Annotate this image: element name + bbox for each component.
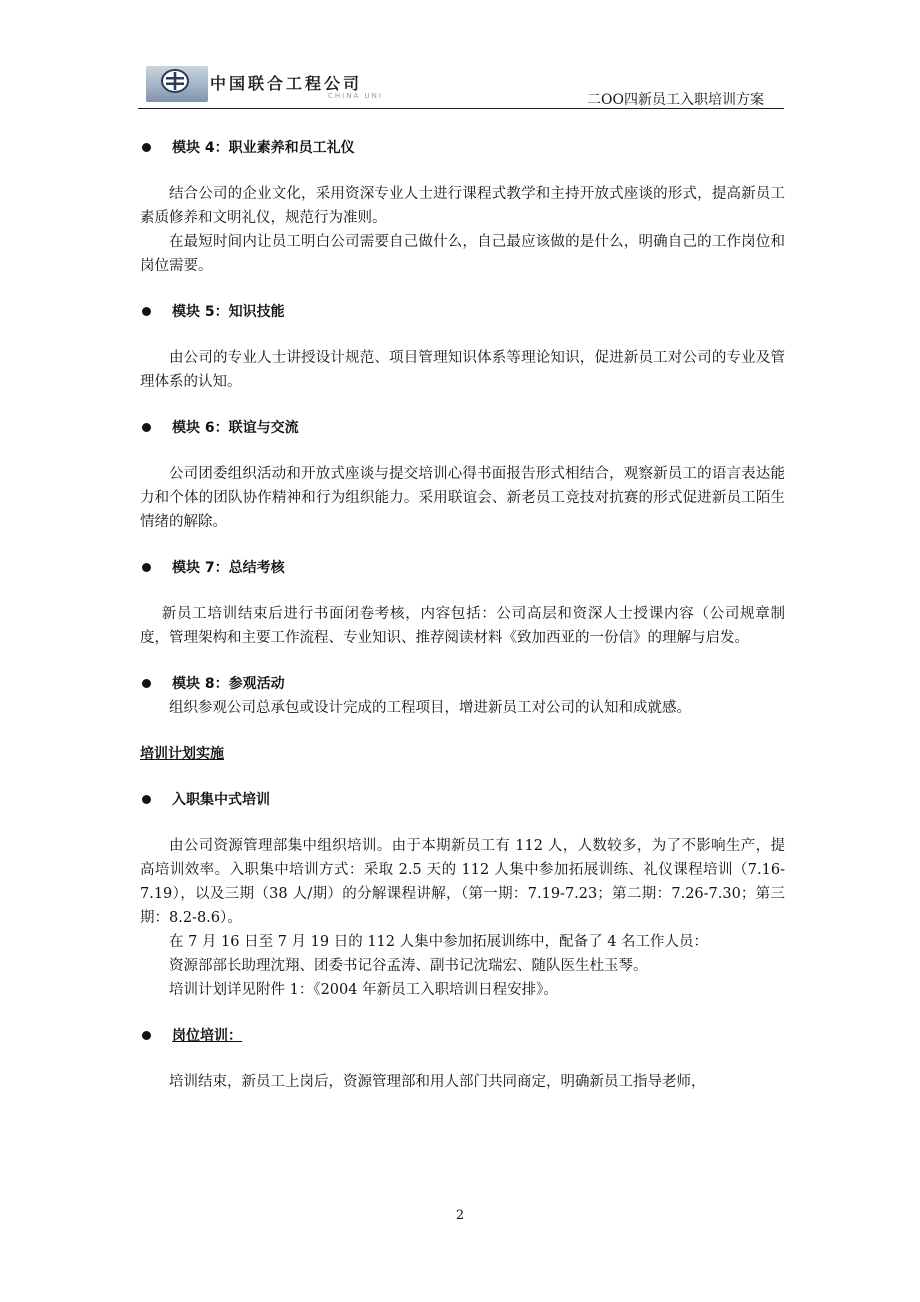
module-7-heading: 模块 7：总结考核 <box>140 556 785 580</box>
document-body <box>140 136 785 1094</box>
bullet-icon <box>142 1031 151 1040</box>
module-8-heading: 模块 8：参观活动 <box>140 672 785 696</box>
page-number: 2 <box>455 1208 465 1223</box>
centralized-training-paragraph: 由公司资源管理部集中组织培训。由于本期新员工有 112 人，人数较多，为了不影响生产，提高培训效率。入职集中培训方式：采取 2.5 天的 112 人集中参加拓展训练、礼仪课程培训（7.16-7.19），以及三期（38 人/期）的分解课程讲解，（第一期：7.19-7.23；第二期：7.26-7.30；第三期：8.2-8.6）。 <box>140 838 785 926</box>
bullet-icon <box>142 307 151 316</box>
company-name-en: CHINA UNI <box>328 92 383 100</box>
bullet-icon <box>142 563 151 572</box>
bullet-icon <box>142 795 151 804</box>
module-5-paragraph: 由公司的专业人士讲授设计规范、项目管理知识体系等理论知识，促进新员工对公司的专业及管理体系的认知。 <box>140 350 785 390</box>
document-title: 二OO四新员工入职培训方案 <box>587 92 764 108</box>
module-6-heading: 模块 6：联谊与交流 <box>140 416 785 440</box>
company-emblem-icon <box>160 68 190 94</box>
header-rule <box>138 108 784 109</box>
bullet-icon <box>142 143 151 152</box>
module-4-heading: 模块 4：职业素养和员工礼仪 <box>140 136 785 160</box>
bullet-icon <box>142 423 151 432</box>
bullet-icon <box>142 679 151 688</box>
module-5-heading: 模块 5：知识技能 <box>140 300 785 324</box>
staffing-line: 在 7 月 16 日至 7 月 19 日的 112 人集中参加拓展训练中，配备了 4 名工作人员： <box>169 934 709 950</box>
module-6-paragraph: 公司团委组织活动和开放式座谈与提交培训心得书面报告形式相结合，观察新员工的语言表达能力和个体的团队协作精神和行为组织能力。采用联谊会、新老员工竞技对抗赛的形式促进新员工陌生情绪的解除。 <box>140 466 785 530</box>
page-header <box>138 62 784 108</box>
staff-names-line: 资源部部长助理沈翔、团委书记谷孟涛、副书记沈瑞宏、随队医生杜玉琴。 <box>169 958 648 974</box>
module-8-paragraph: 组织参观公司总承包或设计完成的工程项目，增进新员工对公司的认知和成就感。 <box>169 700 691 716</box>
company-name: 中国联合工程公司 <box>210 74 363 93</box>
company-logo <box>138 62 383 104</box>
schedule-reference-line: 培训计划详见附件 1：《2004 年新员工入职培训日程安排》。 <box>169 982 558 998</box>
module-4-paragraph: 在最短时间内让员工明白公司需要自己做什么，自己最应该做的是什么，明确自己的工作岗位和岗位需要。 <box>140 234 785 274</box>
plan-section-title: 培训计划实施 <box>140 746 224 762</box>
module-4-paragraph: 结合公司的企业文化，采用资深专业人士进行课程式教学和主持开放式座谈的形式，提高新员工素质修养和文明礼仪，规范行为准则。 <box>140 186 785 226</box>
module-7-paragraph: 新员工培训结束后进行书面闭卷考核，内容包括：公司高层和资深人士授课内容（公司规章制度，管理架构和主要工作流程、专业知识、推荐阅读材料《致加西亚的一份信》的理解与启发。 <box>140 606 785 646</box>
post-training-heading: 岗位培训： <box>140 1024 785 1048</box>
post-training-paragraph: 培训结束，新员工上岗后，资源管理部和用人部门共同商定，明确新员工指导老师， <box>169 1074 706 1090</box>
centralized-training-heading: 入职集中式培训 <box>140 788 785 812</box>
